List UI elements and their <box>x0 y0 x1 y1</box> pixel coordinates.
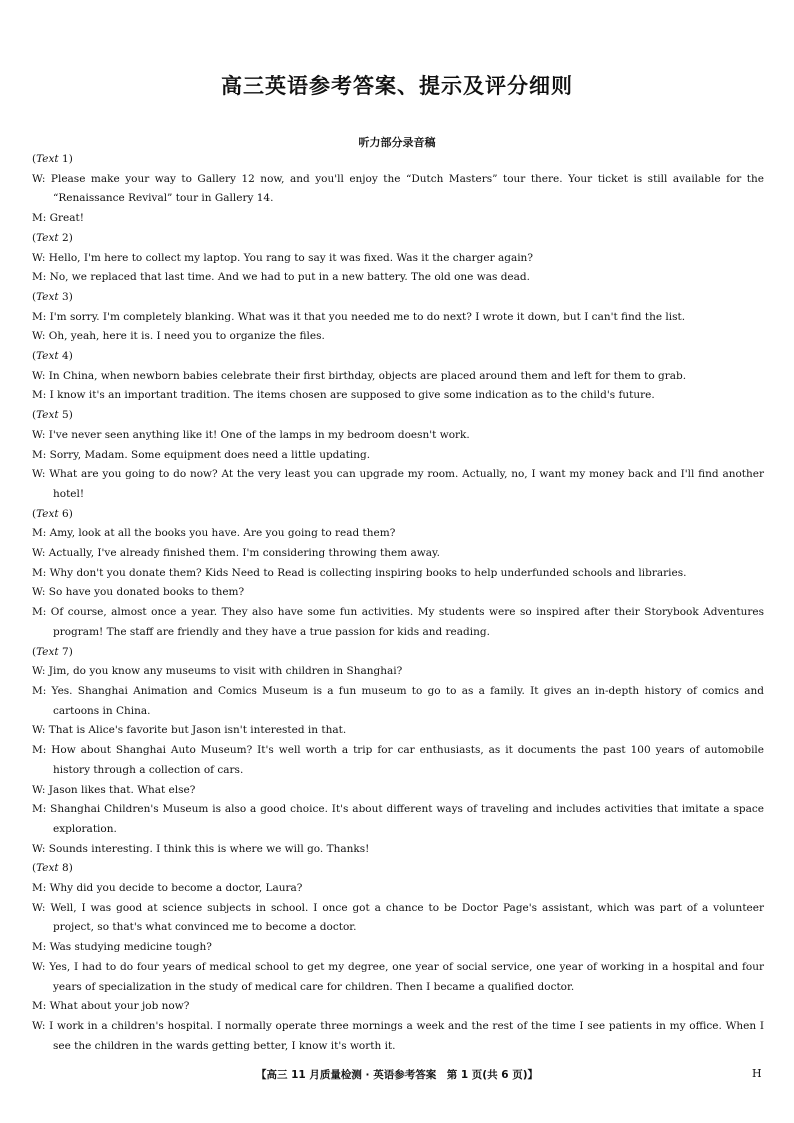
page-title: 高三英语参考答案、提示及评分细则 <box>221 74 573 98</box>
text-label-word: Text <box>36 153 59 165</box>
text-label: (Text 5) <box>32 409 73 422</box>
dialogue-line: M: How about Shanghai Auto Museum? It's well worth a trip for car enthusiasts, as it documents the past 100 years of automobile history through a collection of cars. <box>32 744 764 776</box>
dialogue-line: M: Amy, look at all the books you have. Are you going to read them? <box>32 527 396 540</box>
dialogue-line: W: Yes, I had to do four years of medical school to get my degree, one year of social service, one year of working in a hospital and four years of specialization in the study of medical care for children. Then I became a qualified doctor. <box>32 960 764 993</box>
text-label-number: 4 <box>62 350 69 363</box>
text-label-number: 8 <box>62 862 69 875</box>
dialogue-line: W: Well, I was good at science subjects in school. I once got a chance to be Doctor Page's assistant, which was part of a volunteer project, so that's what convinced me to become a doctor. <box>32 901 764 934</box>
text-label-number: 2 <box>62 231 69 244</box>
dialogue-line: W: Hello, I'm here to collect my laptop. You rang to say it was fixed. Was it the charger again? <box>32 251 533 264</box>
text-label-word: Text <box>36 507 59 520</box>
text-label: (Text 7) <box>32 645 73 658</box>
dialogue-line: M: Great! <box>32 212 84 225</box>
text-label: (Text 6) <box>32 507 73 520</box>
dialogue-line: W: In China, when newborn babies celebrate their first birthday, objects are placed around them and left for them to grab. <box>32 369 687 382</box>
dialogue-line: M: I know it's an important tradition. The items chosen are supposed to give some indication as to the child's future. <box>32 389 655 402</box>
dialogue-line: M: Yes. Shanghai Animation and Comics Museum is a fun museum to go to as a family. It gives an in-depth history of comics and cartoons in China. <box>32 684 764 717</box>
dialogue-line: W: Sounds interesting. I think this is where we will go. Thanks! <box>32 842 370 855</box>
dialogue-line: W: That is Alice's favorite but Jason isn't interested in that. <box>32 724 347 737</box>
text-label-word: Text <box>36 350 59 363</box>
text-label-number: 5 <box>62 409 69 422</box>
dialogue-line: W: So have you donated books to them? <box>32 586 245 599</box>
dialogue-line: M: Why did you decide to become a doctor, Laura? <box>32 882 303 895</box>
dialogue-line: W: I work in a children's hospital. I normally operate three mornings a week and the rest of the time I see patients in my office. When I see the children in the wards getting better, I know it's worth it. <box>32 1019 764 1052</box>
text-label-word: Text <box>36 231 59 244</box>
dialogue-line: W: Jim, do you know any museums to visit with children in Shanghai? <box>32 665 403 678</box>
dialogue-line: W: What are you going to do now? At the very least you can upgrade my room. Actually, no, I want my money back and I'll find another hotel! <box>32 468 764 500</box>
dialogue-line: M: Why don't you donate them? Kids Need to Read is collecting inspiring books to help underfunded schools and libraries. <box>32 566 687 579</box>
dialogue-line: W: I've never seen anything like it! One of the lamps in my bedroom doesn't work. <box>32 428 470 441</box>
text-label: (Text 4) <box>32 350 73 363</box>
dialogue-line: M: What about your job now? <box>32 1000 190 1013</box>
dialogue-line: M: Was studying medicine tough? <box>32 941 212 954</box>
text-label-number: 7 <box>62 645 69 658</box>
dialogue-line: W: Jason likes that. What else? <box>32 783 196 796</box>
section-title: 听力部分录音稿 <box>358 136 436 149</box>
dialogue-line: M: Of course, almost once a year. They also have some fun activities. My students were so inspired after their Storybook Adventures program! The staff are friendly and they have a true passion for kids and reading. <box>32 606 764 638</box>
text-label-number: 3 <box>62 290 69 303</box>
text-label-word: Text <box>36 862 59 875</box>
dialogue-line: M: Sorry, Madam. Some equipment does need a little updating. <box>32 448 371 461</box>
dialogue-line: M: No, we replaced that last time. And we had to put in a new battery. The old one was dead. <box>32 271 530 284</box>
text-label-word: Text <box>36 645 59 658</box>
dialogue-line: W: Oh, yeah, here it is. I need you to organize the files. <box>32 330 325 343</box>
dialogue-line: W: Actually, I've already finished them. I'm considering throwing them away. <box>32 547 440 560</box>
text-label: (Text 3) <box>32 290 73 303</box>
text-label: (Text 1) <box>32 153 73 165</box>
text-label: (Text 2) <box>32 231 73 244</box>
text-label-number: 6 <box>62 507 69 520</box>
text-label-word: Text <box>36 409 59 422</box>
dialogue-line: W: Please make your way to Gallery 12 now, and you'll enjoy the “Dutch Masters” tour there. Your ticket is still available for the “Renaissance Revival” tour in Gallery 14. <box>32 172 764 205</box>
paper-version-letter: H <box>752 1067 762 1080</box>
dialogue-line: M: I'm sorry. I'm completely blanking. What was it that you needed me to do next? I wrote it down, but I can't find the list. <box>32 310 686 323</box>
dialogue-line: M: Shanghai Children's Museum is also a good choice. It's about different ways of traveling and includes activities that imitate a space exploration. <box>32 803 764 835</box>
text-label-word: Text <box>36 290 59 303</box>
page-footer: 【高三 11 月质量检测 · 英语参考答案 第 1 页(共 6 页)】 <box>255 1069 539 1081</box>
text-label-number: 1 <box>62 153 69 165</box>
transcript <box>32 150 764 1056</box>
text-label: (Text 8) <box>32 862 73 875</box>
